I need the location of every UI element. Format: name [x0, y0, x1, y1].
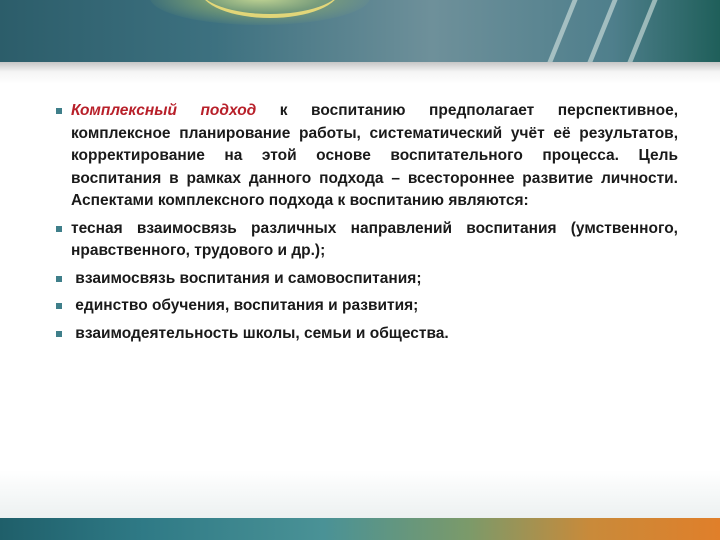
bullet-text: взаимосвязь воспитания и самовоспитания; — [71, 269, 422, 287]
banner-stripe-decoration — [587, 0, 617, 62]
bottom-fade — [0, 470, 720, 518]
banner-shadow — [0, 62, 720, 84]
bullet-item-self-education — [56, 268, 678, 291]
bullet-text: тесная взаимосвязь различных направлений воспитания (умственного, нравственного, трудового и др.); — [71, 219, 678, 259]
banner-stripe-decoration — [627, 0, 657, 62]
slide-content — [56, 100, 678, 350]
square-bullet-icon — [56, 276, 62, 282]
emphasis-term: Комплексный подход — [71, 102, 257, 119]
square-bullet-icon — [56, 303, 62, 309]
bullet-list — [56, 100, 678, 345]
bullet-item-school-family-society — [56, 323, 678, 346]
bullet-text: единство обучения, воспитания и развития; — [71, 297, 419, 314]
bullet-text: к воспитанию предполагает перспективное, комплексное планирование работы, систематический учёт её результатов, корректирование на этой основе воспитательного процесса. Цель воспитания в рамках данного подхода – всестороннее развитие личности. Аспектами комплексного подхода к воспитанию являются: — [71, 102, 678, 209]
header-banner — [0, 0, 720, 62]
bullet-text: взаимодеятельность школы, семьи и общества. — [71, 324, 449, 342]
bullet-item-unity-learning — [56, 295, 678, 318]
square-bullet-icon — [56, 331, 62, 337]
bullet-item-close-relationship — [56, 218, 678, 263]
bullet-item-complex-approach — [56, 100, 678, 213]
square-bullet-icon — [56, 108, 62, 114]
square-bullet-icon — [56, 226, 62, 232]
bottom-decorative-strip — [0, 518, 720, 540]
banner-stripe-decoration — [547, 0, 577, 62]
